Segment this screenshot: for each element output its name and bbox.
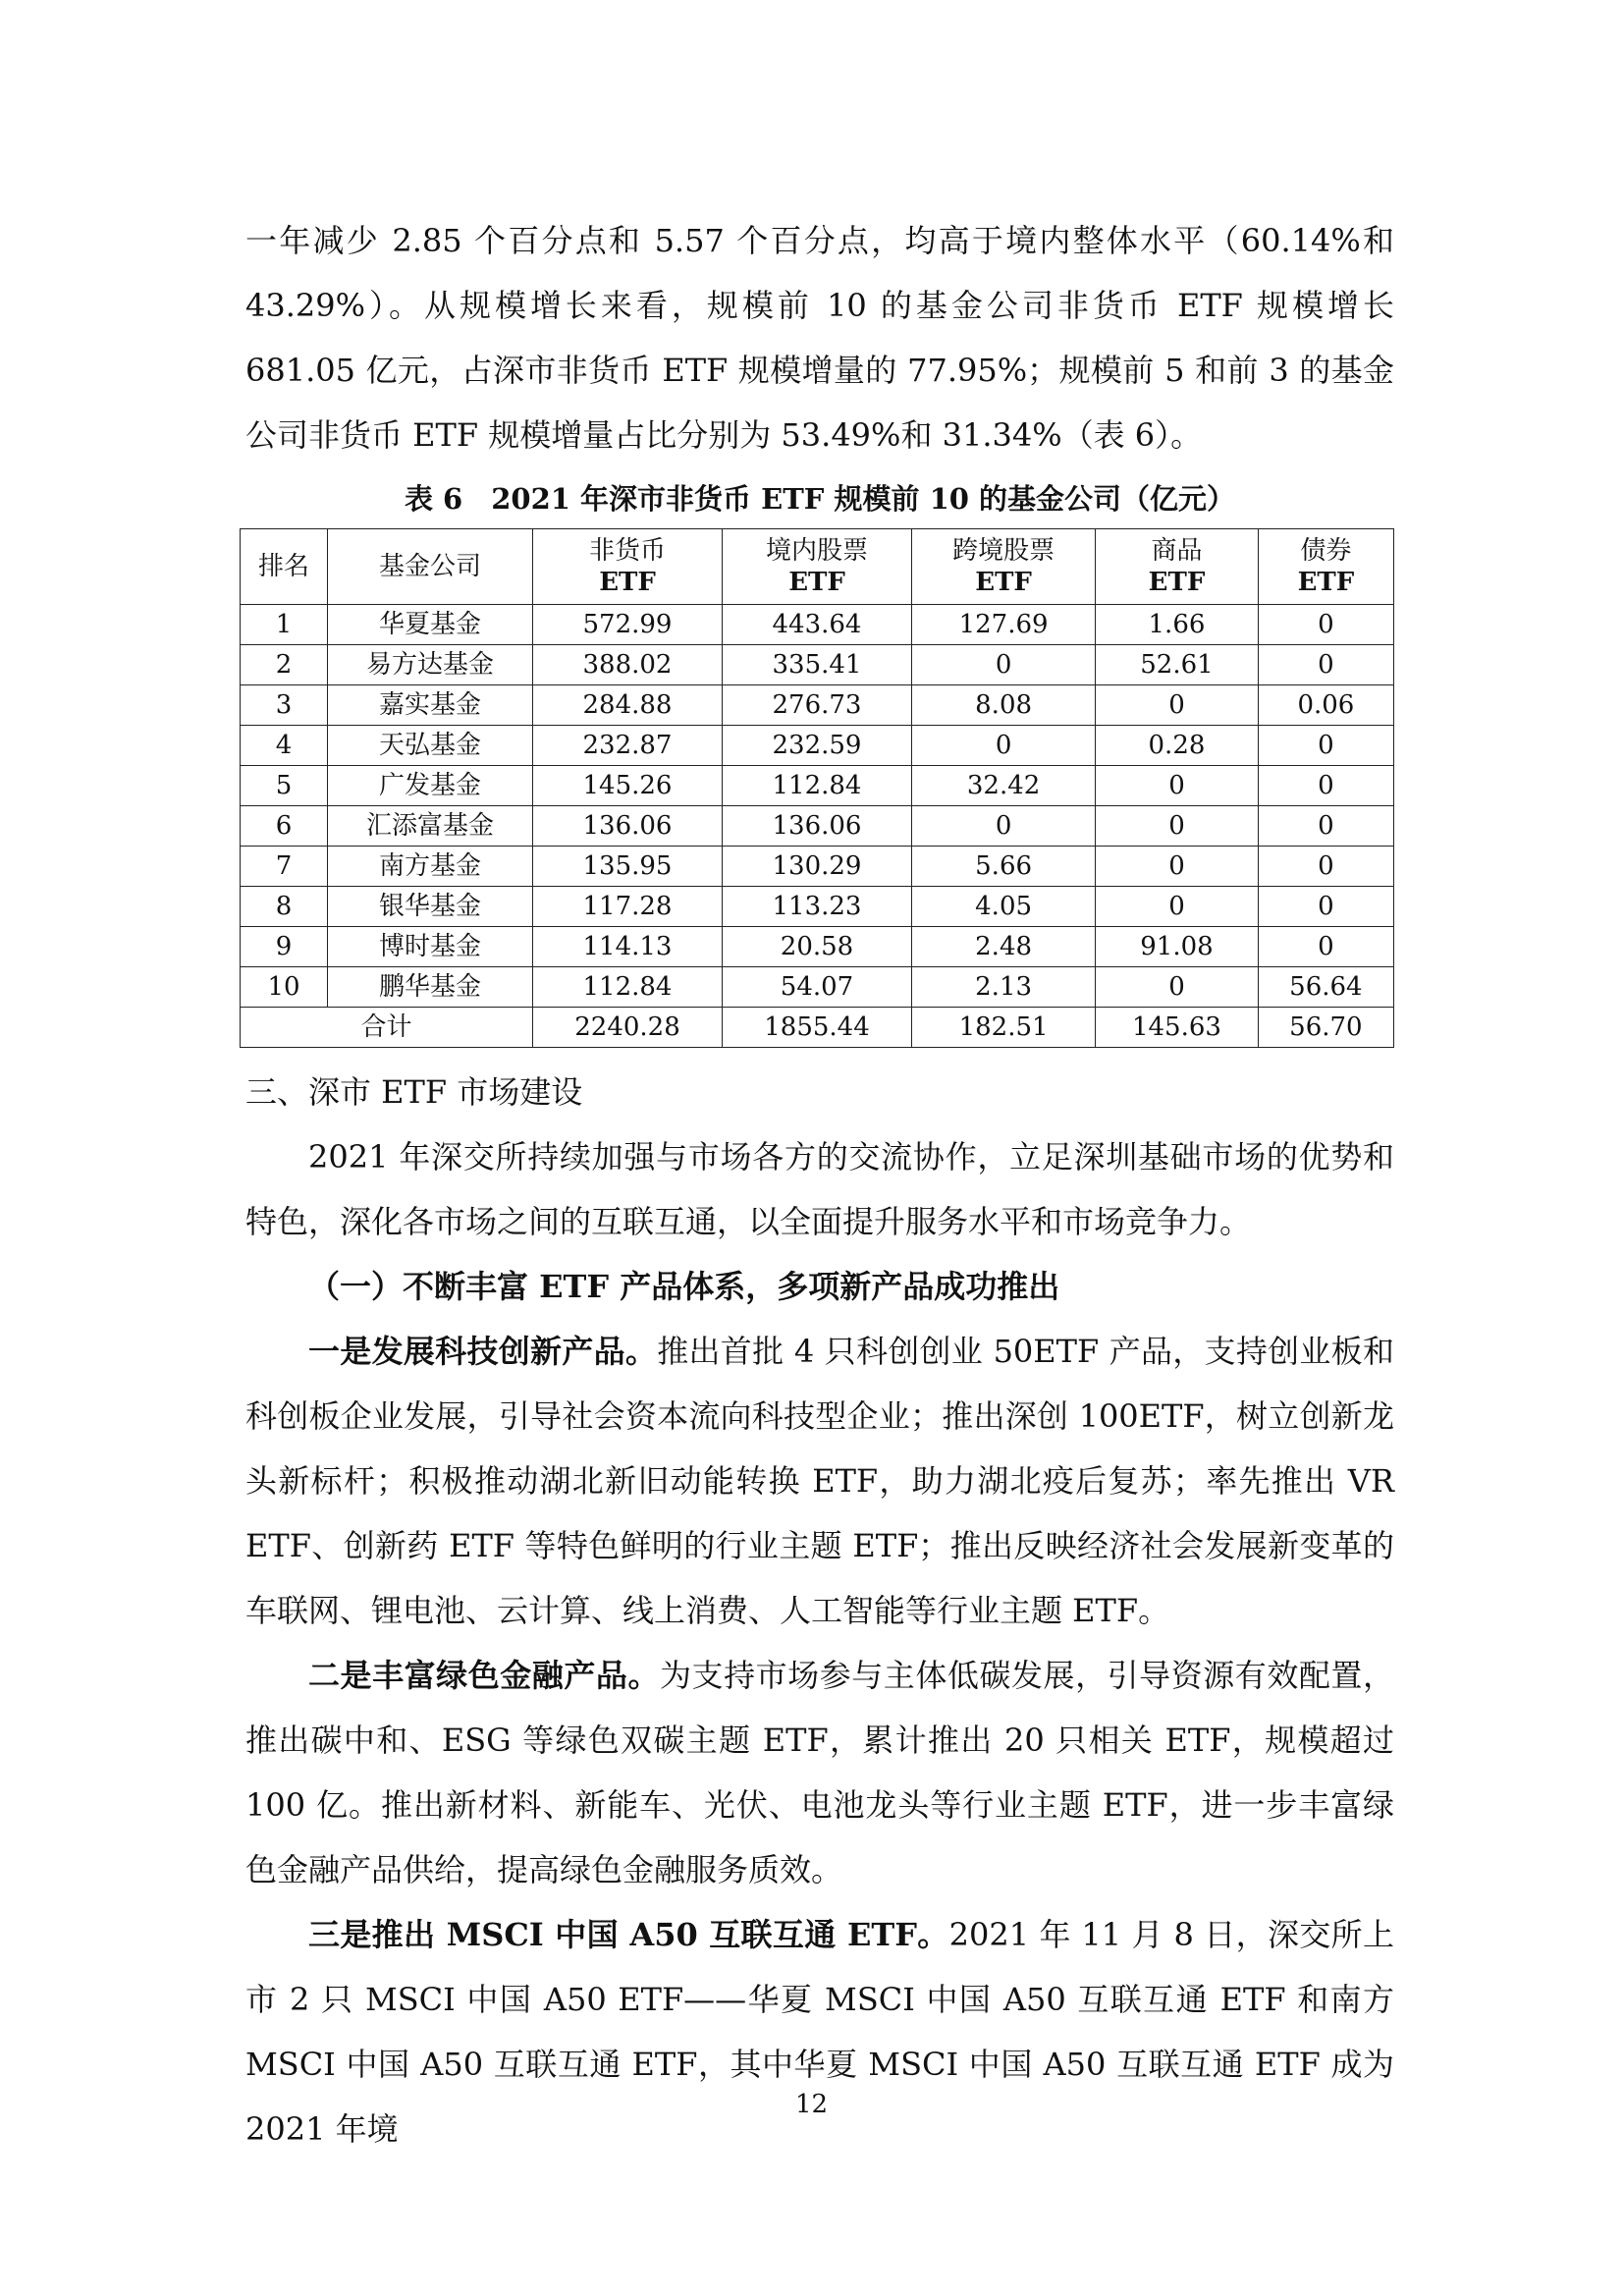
item-paragraph [245,1319,1394,1643]
intro-paragraph: 一年减少 2.85 个百分点和 5.57 个百分点，均高于境内整体水平（60.14%和43.29%）。从规模增长来看，规模前 10 的基金公司非货币 ETF 规模增长 681.05 亿元，占深市非货币 ETF 规模增量的 77.95%；规模前 5 和前 3 的基金公司非货币 ETF 规模增量占比分别为 53.49%和 31.34%（表 6）。 [245,222,1394,454]
value-cell: 0.06 [1258,685,1393,726]
table-row [241,766,1394,806]
table-row [241,605,1394,645]
value-cell: 335.41 [723,645,912,685]
value-cell: 0 [1096,806,1259,847]
value-cell: 0 [1258,806,1393,847]
item-text: 为支持市场参与主体低碳发展，引导资源有效配置，推出碳中和、ESG 等绿色双碳主题 ETF，累计推出 20 只相关 ETF，规模超过 100 亿。推出新材料、新能车、光伏、电池龙头等行业主题 ETF，进一步丰富绿色金融产品供给，提高绿色金融服务质效。 [245,1657,1394,1888]
value-cell: 0 [1096,685,1259,726]
rank-cell: 9 [241,927,328,967]
rank-cell: 3 [241,685,328,726]
value-cell: 0 [1258,605,1393,645]
company-cell: 南方基金 [328,847,533,887]
header-company: 基金公司 [328,529,533,605]
page-number: 12 [794,2090,829,2119]
rank-cell: 5 [241,766,328,806]
value-cell: 232.59 [723,726,912,766]
fund-company-table [240,528,1394,1048]
value-cell: 112.84 [533,967,723,1008]
company-cell: 嘉实基金 [328,685,533,726]
item-text: 推出首批 4 只科创创业 50ETF 产品，支持创业板和科创板企业发展，引导社会资本流向科技型企业；推出深创 100ETF，树立创新龙头新标杆；积极推动湖北新旧动能转换 ETF，助力湖北疫后复苏；率先推出 VR ETF、创新药 ETF 等特色鲜明的行业主题 ETF；推出反映经济社会发展新变革的车联网、锂电池、云计算、线上消费、人工智能等行业主题 ETF。 [245,1333,1394,1629]
value-cell: 112.84 [723,766,912,806]
value-cell: 0 [1258,927,1393,967]
value-cell: 0 [1096,766,1259,806]
value-cell: 32.42 [912,766,1096,806]
value-cell: 0 [912,726,1096,766]
value-cell: 20.58 [723,927,912,967]
header-commodity-etf: 商品 ETF [1096,529,1259,605]
value-cell: 54.07 [723,967,912,1008]
company-cell: 易方达基金 [328,645,533,685]
rank-cell: 7 [241,847,328,887]
company-cell: 银华基金 [328,887,533,927]
section-intro: 2021 年深交所持续加强与市场各方的交流协作，立足深圳基础市场的优势和特色，深化各市场之间的互联互通，以全面提升服务水平和市场竞争力。 [245,1138,1394,1240]
table-row [241,726,1394,766]
value-cell: 0 [912,645,1096,685]
value-cell: 0 [1258,766,1393,806]
value-cell: 0 [1258,645,1393,685]
value-cell: 0 [1258,726,1393,766]
total-cell: 1855.44 [723,1008,912,1048]
table-header-row [241,529,1394,605]
company-cell: 鹏华基金 [328,967,533,1008]
rank-cell: 8 [241,887,328,927]
total-cell: 2240.28 [533,1008,723,1048]
header-crossborder-stock-etf: 跨境股票 ETF [912,529,1096,605]
value-cell: 127.69 [912,605,1096,645]
value-cell: 0 [912,806,1096,847]
table-row [241,806,1394,847]
value-cell: 56.64 [1258,967,1393,1008]
value-cell: 232.87 [533,726,723,766]
value-cell: 572.99 [533,605,723,645]
value-cell: 4.05 [912,887,1096,927]
company-cell: 天弘基金 [328,726,533,766]
table-row [241,967,1394,1008]
rank-cell: 6 [241,806,328,847]
value-cell: 0 [1258,847,1393,887]
value-cell: 2.48 [912,927,1096,967]
value-cell: 136.06 [533,806,723,847]
value-cell: 0 [1096,967,1259,1008]
total-label: 合计 [241,1008,533,1048]
company-cell: 广发基金 [328,766,533,806]
value-cell: 135.95 [533,847,723,887]
table-caption: 表 6 2021 年深市非货币 ETF 规模前 10 的基金公司（亿元） [404,482,1236,516]
total-cell: 145.63 [1096,1008,1259,1048]
company-cell: 汇添富基金 [328,806,533,847]
subsection-heading: （一）不断丰富 ETF 产品体系，多项新产品成功推出 [308,1268,1060,1305]
value-cell: 5.66 [912,847,1096,887]
value-cell: 276.73 [723,685,912,726]
header-bond-etf: 债券 ETF [1258,529,1393,605]
value-cell: 52.61 [1096,645,1259,685]
company-cell: 博时基金 [328,927,533,967]
value-cell: 2.13 [912,967,1096,1008]
rank-cell: 4 [241,726,328,766]
value-cell: 117.28 [533,887,723,927]
header-domestic-stock-etf: 境内股票 ETF [723,529,912,605]
item-lead: 二是丰富绿色金融产品。 [308,1657,660,1694]
item-paragraph [245,1902,1394,2161]
document-body [245,208,1394,2161]
value-cell: 1.66 [1096,605,1259,645]
table-row [241,645,1394,685]
total-cell: 56.70 [1258,1008,1393,1048]
table-total-row [241,1008,1394,1048]
table-body [241,605,1394,1008]
company-cell: 华夏基金 [328,605,533,645]
value-cell: 91.08 [1096,927,1259,967]
value-cell: 0 [1258,887,1393,927]
value-cell: 8.08 [912,685,1096,726]
item-lead: 三是推出 MSCI 中国 A50 互联互通 ETF。 [308,1916,949,1953]
item-lead: 一是发展科技创新产品。 [308,1333,658,1370]
table-row [241,847,1394,887]
value-cell: 113.23 [723,887,912,927]
value-cell: 443.64 [723,605,912,645]
value-cell: 145.26 [533,766,723,806]
item-text: 2021 年 11 月 8 日，深交所上市 2 只 MSCI 中国 A50 ETF——华夏 MSCI 中国 A50 互联互通 ETF 和南方 MSCI 中国 A50 互联互通 ETF，其中华夏 MSCI 中国 A50 互联互通 ETF 成为 2021 年境 [245,1916,1394,2148]
value-cell: 0 [1096,847,1259,887]
value-cell: 0 [1096,887,1259,927]
table-row [241,685,1394,726]
value-cell: 284.88 [533,685,723,726]
item-paragraph [245,1643,1394,1902]
value-cell: 136.06 [723,806,912,847]
value-cell: 130.29 [723,847,912,887]
table-row [241,927,1394,967]
header-rank: 排名 [241,529,328,605]
value-cell: 114.13 [533,927,723,967]
header-nonmoney-etf: 非货币 ETF [533,529,723,605]
rank-cell: 10 [241,967,328,1008]
section-heading: 三、深市 ETF 市场建设 [245,1073,583,1111]
value-cell: 0.28 [1096,726,1259,766]
total-cell: 182.51 [912,1008,1096,1048]
table-row [241,887,1394,927]
rank-cell: 1 [241,605,328,645]
rank-cell: 2 [241,645,328,685]
value-cell: 388.02 [533,645,723,685]
